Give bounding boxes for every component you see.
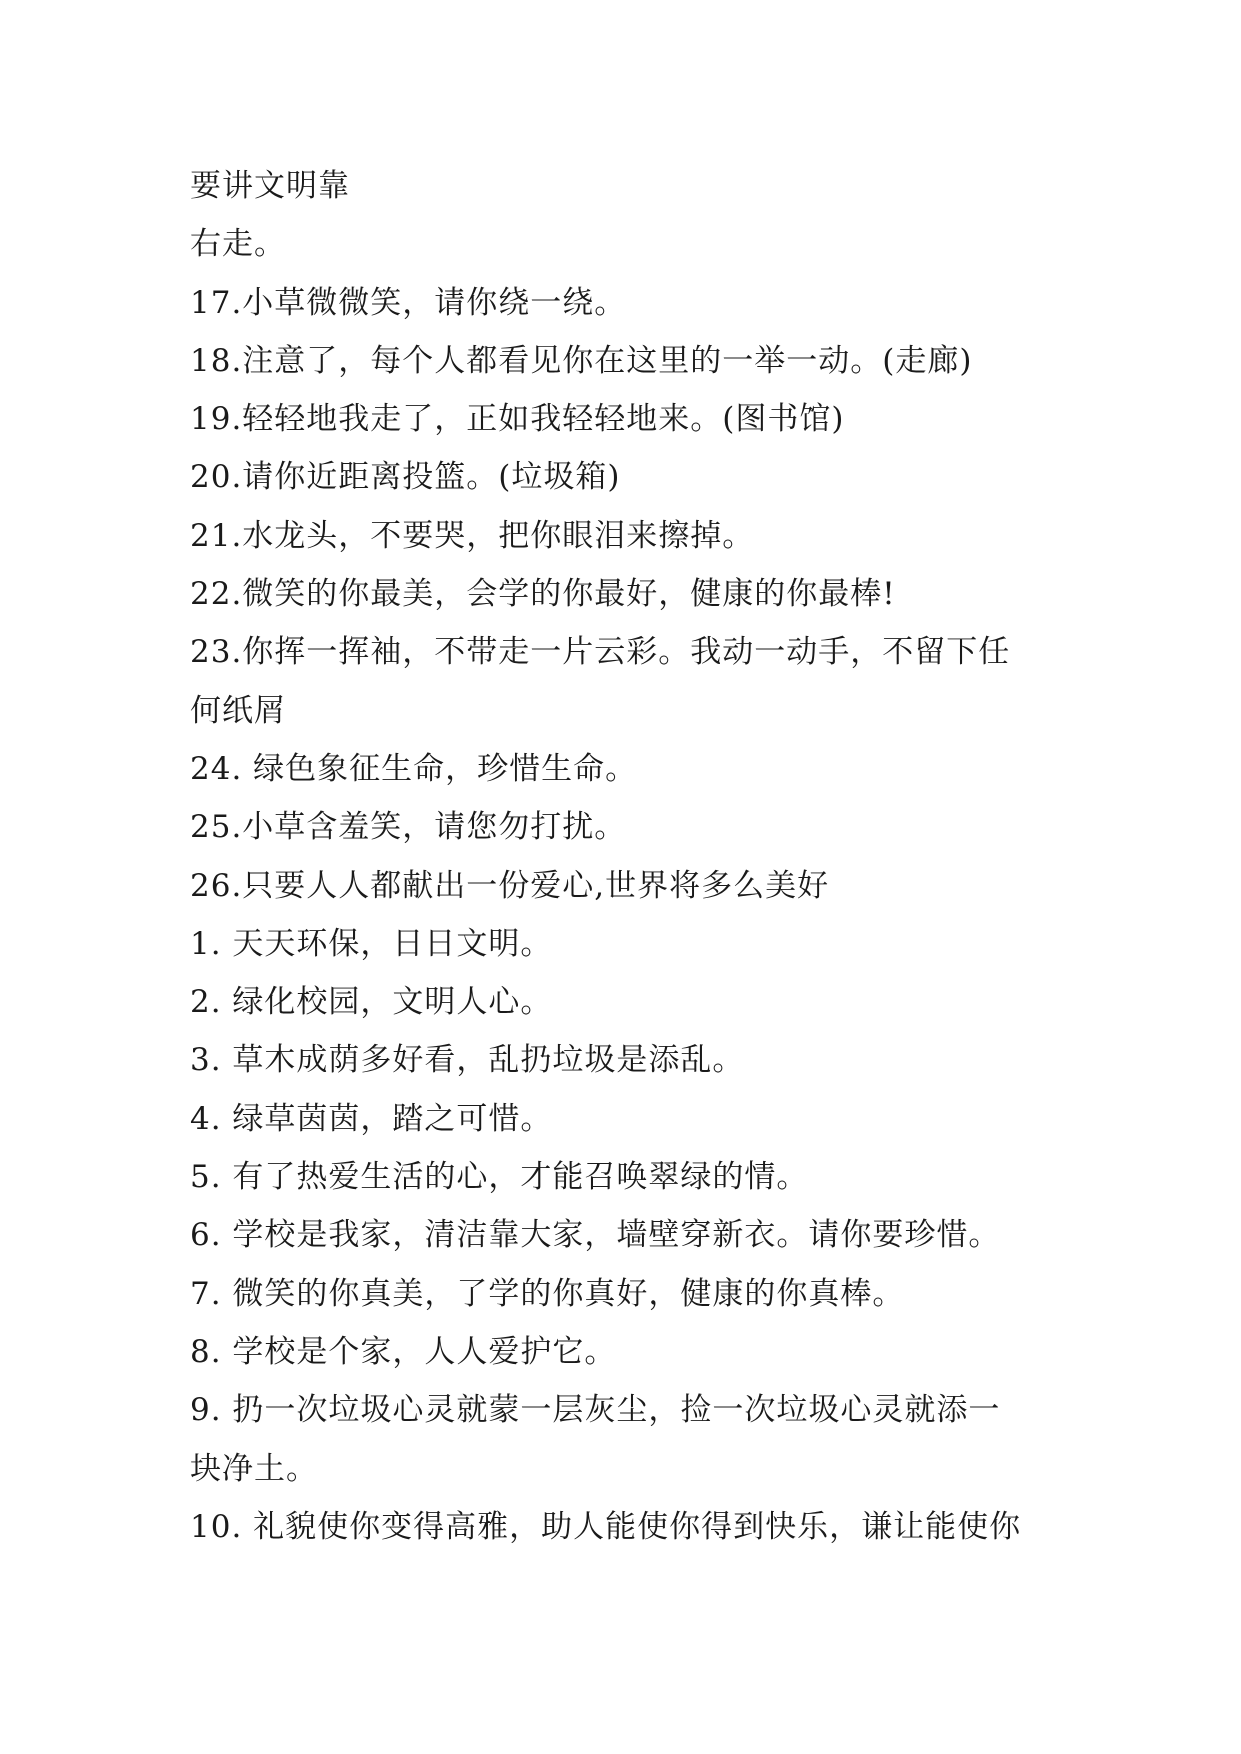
text-line: 24. 绿色象征生命，珍惜生命。 [190,750,638,787]
text-line: 17.小草微微笑，请你绕一绕。 [190,284,627,321]
document-body [190,157,1070,1556]
text-line: 7. 微笑的你真美，了学的你真好，健康的你真棒。 [190,1275,905,1312]
text-line: 9. 扔一次垃圾心灵就蒙一层灰尘，捡一次垃圾心灵就添一 [190,1392,1001,1429]
text-line: 右走。 [190,226,286,263]
text-line: 25.小草含羞笑，请您勿打扰。 [190,809,627,846]
text-line: 18.注意了，每个人都看见你在这里的一举一动。(走廊) [190,342,973,379]
text-line: 要讲文明靠 [190,168,350,204]
text-line: 2. 绿化校园，文明人心。 [190,984,553,1021]
text-line: 块净土。 [190,1450,318,1487]
text-line: 1. 天天环保，日日文明。 [190,925,553,962]
text-line: 19.轻轻地我走了，正如我轻轻地来。(图书馆) [190,401,845,438]
text-line: 4. 绿草茵茵，踏之可惜。 [190,1100,553,1137]
text-line: 3. 草木成荫多好看，乱扔垃圾是添乱。 [190,1042,745,1079]
text-line: 5. 有了热爱生活的心，才能召唤翠绿的情。 [190,1159,809,1196]
text-line: 10. 礼貌使你变得高雅，助人能使你得到快乐，谦让能使你 [190,1508,1022,1545]
text-line: 22.微笑的你最美，会学的你最好，健康的你最棒! [190,576,896,613]
text-line: 何纸屑 [190,692,286,729]
text-line: 26.只要人人都献出一份爱心,世界将多么美好 [190,867,830,904]
text-line: 21.水龙头，不要哭，把你眼泪来擦掉。 [190,517,755,554]
text-line: 8. 学校是个家，人人爱护它。 [190,1333,617,1370]
text-line: 23.你挥一挥袖，不带走一片云彩。我动一动手，不留下任 [190,634,1011,671]
text-line: 6. 学校是我家，清洁靠大家，墙壁穿新衣。请你要珍惜。 [190,1217,1001,1254]
text-line: 20.请你近距离投篮。(垃圾箱) [190,459,621,496]
